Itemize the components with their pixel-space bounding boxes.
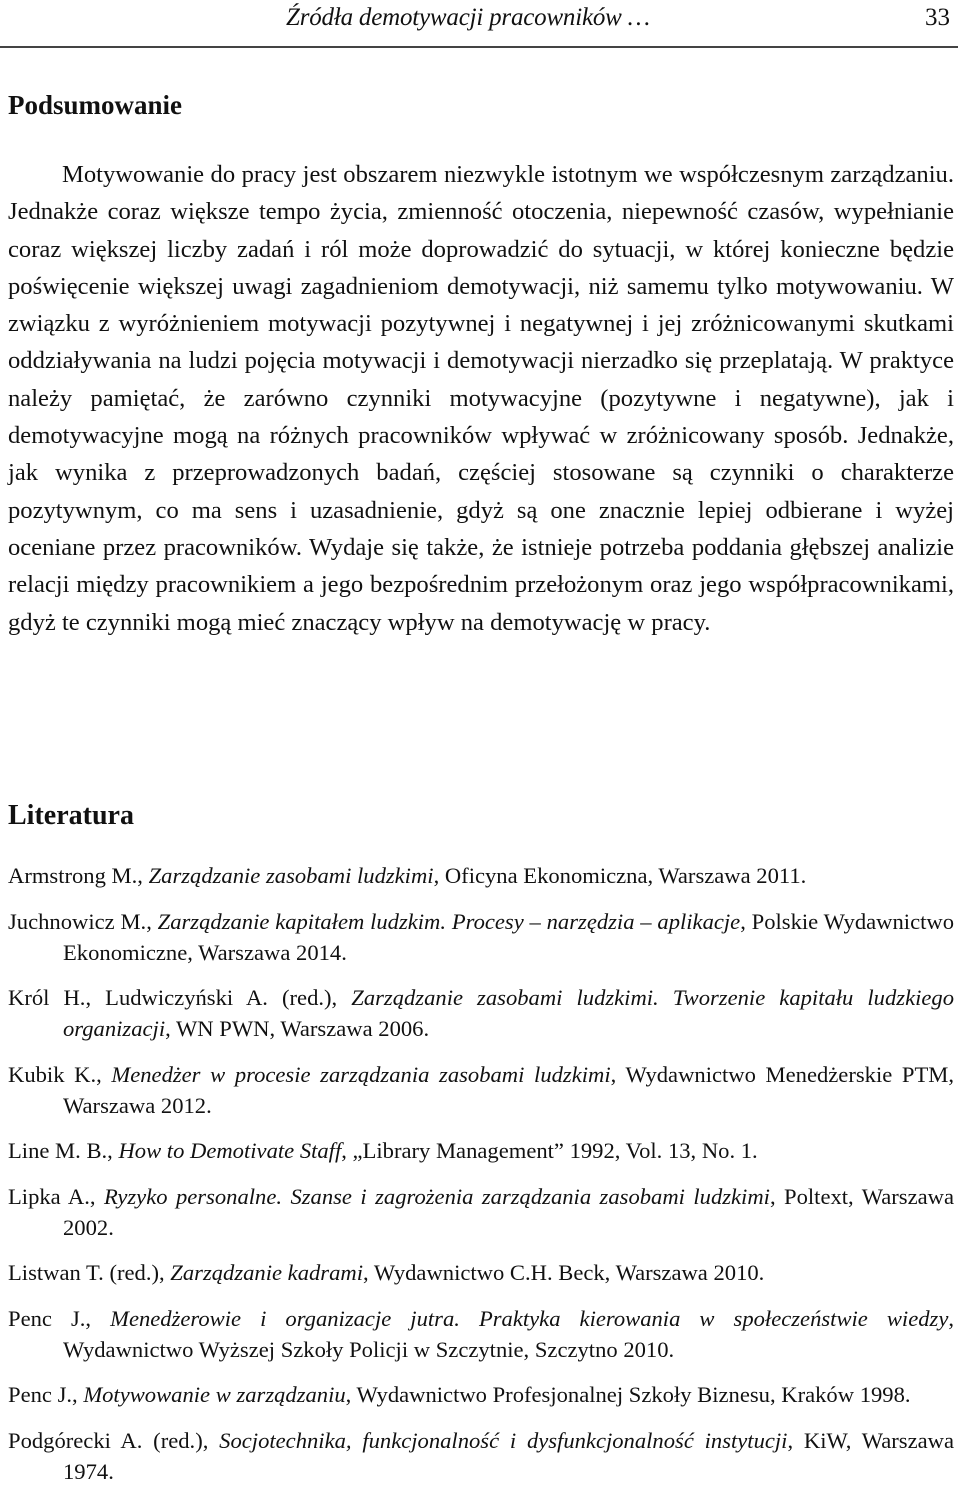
reference-title: Zarządzanie kadrami [170,1260,363,1285]
reference-title: Socjotechnika, funkcjonalność i dysfunkcjonalność instytucji [219,1427,788,1453]
reference-publication: , Oficyna Ekonomiczna, Warszawa 2011. [433,863,807,888]
reference-author: Listwan T. (red.) [8,1260,159,1285]
reference-title: Menedżerowie i organizacje jutra. Praktyka kierowania w społeczeństwie wiedzy [110,1305,949,1331]
summary-paragraph [8,156,954,641]
reference-author: Penc J. [8,1305,86,1331]
reference-author: Kubik K. [8,1061,97,1087]
reference-author: Król H., Ludwiczyński A. (red.) [8,985,332,1010]
reference-author: Juchnowicz M. [8,908,147,934]
reference-title: Zarządzanie zasobami ludzkimi. Tworzenie kapitału ludzkiego organizacji [63,985,954,1041]
reference-title: Zarządzanie zasobami ludzkimi [148,863,434,888]
reference-publication: , Wydawnictwo Profesjonalnej Szkoły Biznesu, Kraków 1998. [345,1382,911,1407]
reference-item: Listwan T. (red.), Zarządzanie kadrami, Wydawnictwo C.H. Beck, Warszawa 2010. [8,1260,765,1285]
reference-title: Zarządzanie kapitałem ludzkim. Procesy – narzędzia – aplikacje [157,908,741,934]
reference-item: Line M. B., How to Demotivate Staff, „Library Management” 1992, Vol. 13, No. 1. [8,1138,758,1163]
reference-publication: , Polskie Wydawnictwo Ekonomiczne, Warszawa 2014. [63,908,954,965]
reference-title: Menedżer w procesie zarządzania zasobami ludzkimi [111,1061,611,1087]
reference-title: How to Demotivate Staff [118,1138,342,1163]
section-heading-literature [8,800,134,832]
reference-list [8,860,954,1501]
reference-publication: , WN PWN, Warszawa 2006. [165,1016,430,1041]
reference-item: Juchnowicz M., Zarządzanie kapitałem ludzkim. Procesy – narzędzia – aplikacje, Polskie Wydawnictwo Ekonomiczne, Warszawa 2014. [8,908,954,965]
reference-author: Penc J. [8,1382,73,1407]
reference-publication: , KiW, Warszawa 1974. [63,1427,955,1484]
reference-author: Line M. B. [8,1138,108,1163]
reference-publication: , Wydawnictwo C.H. Beck, Warszawa 2010. [362,1260,765,1285]
reference-item: Kubik K., Menedżer w procesie zarządzania zasobami ludzkimi, Wydawnictwo Menedżerskie PTM, Warszawa 2012. [8,1061,954,1118]
page-number: 33 [925,4,950,31]
reference-title: Ryzyko personalne. Szanse i zagrożenia zarządzania zasobami ludzkimi [103,1183,770,1209]
running-header [0,0,960,48]
reference-item: Penc J., Menedżerowie i organizacje jutra. Praktyka kierowania w społeczeństwie wiedzy, Wydawnictwo Wyższej Szkoły Policji w Szczytnie, Szczytno 2010. [8,1305,955,1362]
reference-publication: , „Library Management” 1992, Vol. 13, No. 1. [341,1138,758,1163]
reference-author: Armstrong M. [8,863,138,888]
reference-title: Motywowanie w zarządzaniu [83,1382,346,1407]
reference-item: Armstrong M., Zarządzanie zasobami ludzkimi, Oficyna Ekonomiczna, Warszawa 2011. [8,863,807,888]
reference-publication: , Poltext, Warszawa 2002. [63,1183,954,1240]
reference-publication: , Wydawnictwo Menedżerskie PTM, Warszawa 2012. [63,1061,954,1118]
reference-item: Lipka A., Ryzyko personalne. Szanse i zagrożenia zarządzania zasobami ludzkimi, Poltext, Warszawa 2002. [8,1183,954,1240]
section-heading-summary: Podsumowanie [8,90,183,120]
reference-author: Podgórecki A. (red.) [8,1427,203,1453]
summary-text: Motywowanie do pracy jest obszarem niezwykle istotnym we współczesnym zarządzaniu. Jednakże coraz większe tempo życia, zmienność otoczenia, niepewność czasów, wypełnianie coraz większej liczby zadań i ról może doprowadzić do sytuacji, w której konieczne będzie poświęcenie większej uwagi zagadnieniom demotywacji, niż samemu tylko motywowaniu. W związku z wyróżnieniem motywacji pozytywnej i negatywnej i jej zróżnicowanymi skutkami oddziaływania na ludzi pojęcia motywacji i demotywacji nierzadko się przeplatają. W praktyce należy pamiętać, że zarówno czynniki motywacyjne (pozytywne i negatywne), jak i demotywacyjne mogą na różnych pracowników wpływać w zróżnicowany sposób. Jednakże, jak wynika z przeprowadzonych badań, częściej stosowane są czynniki o charakterze pozytywnym, co ma sens i uzasadnienie, gdyż są one znacznie lepiej odbierane i wyżej oceniane przez pracowników. Wydaje się także, że istnieje potrzeba poddania głębszej analizie relacji między pracownikiem a jego bezpośrednim przełożonym oraz jego współpracownikami, gdyż te czynniki mogą mieć znaczący wpływ na demotywację w pracy. [8,161,954,636]
literature-heading-text: Literatura [8,800,134,831]
reference-item: Król H., Ludwiczyński A. (red.), Zarządzanie zasobami ludzkimi. Tworzenie kapitału ludzkiego organizacji, WN PWN, Warszawa 2006. [8,985,954,1041]
reference-item: Penc J., Motywowanie w zarządzaniu, Wydawnictwo Profesjonalnej Szkoły Biznesu, Kraków 1998. [8,1382,911,1407]
header-divider [0,46,958,48]
reference-publication: , Wydawnictwo Wyższej Szkoły Policji w Szczytnie, Szczytno 2010. [63,1305,955,1362]
running-title: Źródła demotywacji pracowników … [286,4,650,31]
reference-item: Podgórecki A. (red.), Socjotechnika, funkcjonalność i dysfunkcjonalność instytucji, KiW, Warszawa 1974. [8,1427,955,1484]
reference-author: Lipka A. [8,1183,90,1209]
